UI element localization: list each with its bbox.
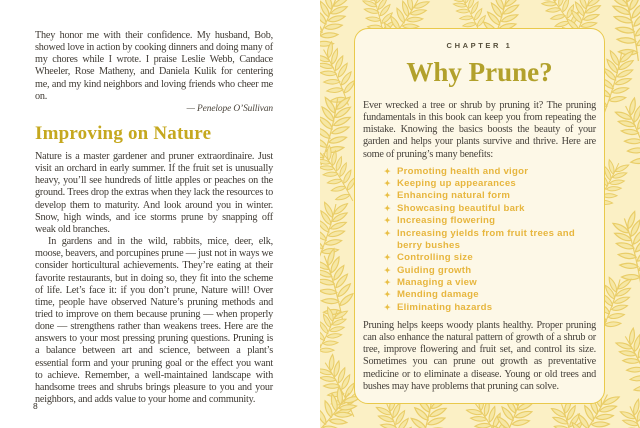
benefit-item xyxy=(384,228,596,253)
attribution: — Penelope O’Sullivan xyxy=(186,103,273,114)
benefit-label: Controlling size xyxy=(396,252,473,264)
benefit-label: Showcasing beautiful bark xyxy=(396,202,525,214)
benefit-item xyxy=(384,178,596,190)
acknowledgment-paragraph: They honor me with their confidence. My husband, Bob, showed love in action by cooking dinners and doing many of my chores while I wrote. I praise Leslie Webb, Candace Wheeler, Rose Matheny, and Daniela Kulik for centering me, and my kind neighbors and loving friends who cheer me on. xyxy=(35,30,273,102)
gardens-paragraph: In gardens and in the wild, rabbits, mice, deer, elk, moose, beavers, and porcupines prune — just not in ways we consider horticultural achievements. They’re eating at their favorite restaurants, but in doing so, they fit into the scheme of life. Let’s face it: if you don’t prune, Nature will! Over time, people have observed Nature’s pruning methods and tried to improve on them because pruning — when properly done — strengthens rather than weakens trees. Here are the answers to your most pressing pruning questions. Pruning is a balance between art and science, between a plant’s essential form and your pruning goal or the effect you want to achieve. Remember, a well-maintained landscape with handsome trees and shrubs brings pleasure to you and your neighbors, and adds value to your home and community. xyxy=(35,236,273,406)
diamond-bullet-icon: ✦ xyxy=(384,302,391,312)
closing-paragraph: Pruning helps keeps woody plants healthy. Proper pruning can also enhance the natural pattern of growth of a shrub or tree, improve flowering and fruit set, and control its size. Sometimes you can prune out growth as preventative medicine or to eliminate a disease. Young or old trees and bushes may have problems that pruning can solve. xyxy=(363,319,596,392)
benefits-list xyxy=(363,166,596,314)
benefit-item xyxy=(384,203,596,215)
benefit-label: Guiding growth xyxy=(396,264,472,276)
benefit-label: Increasing flowering xyxy=(396,215,496,227)
benefit-label: Managing a view xyxy=(396,276,477,288)
nature-paragraph: Nature is a master gardener and pruner extraordinaire. Just visit an orchard in early summer. If the fruit set is unusually heavy, you’ll see hundreds of little apples or peaches on the ground. Trees drop the extras when they lack the resources to develop them to maturity. And look around you in winter. Snow, high winds, and ice storms prune by snapping off weak old branches. xyxy=(35,150,273,235)
right-page xyxy=(320,0,640,428)
benefit-item xyxy=(384,289,596,301)
chapter-title: Why Prune? xyxy=(406,57,553,87)
benefit-label: Mending damage xyxy=(396,289,479,301)
diamond-bullet-icon: ✦ xyxy=(384,253,391,263)
section-heading: Improving on Nature xyxy=(35,122,212,144)
chapter-label: CHAPTER 1 xyxy=(446,41,513,50)
benefit-item xyxy=(384,190,596,202)
diamond-bullet-icon: ✦ xyxy=(384,228,391,238)
benefit-label: Promoting health and vigor xyxy=(396,165,529,177)
intro-paragraph: Ever wrecked a tree or shrub by pruning it? The pruning fundamentals in this book can keep you from repeating the mistake. Knowing the basics boosts the beauty of your garden and helps your plants survive and thrive. Here are some of pruning’s many benefits: xyxy=(363,100,596,160)
benefit-label: Keeping up appearances xyxy=(396,178,517,190)
diamond-bullet-icon: ✦ xyxy=(384,290,391,300)
diamond-bullet-icon: ✦ xyxy=(384,216,391,226)
diamond-bullet-icon: ✦ xyxy=(384,265,391,275)
benefit-item xyxy=(384,265,596,277)
benefit-item xyxy=(384,166,596,178)
diamond-bullet-icon: ✦ xyxy=(384,166,391,176)
benefit-item xyxy=(384,252,596,264)
benefit-label: Enhancing natural form xyxy=(396,190,511,202)
benefit-item xyxy=(384,215,596,227)
benefit-label: Increasing yields from fruit trees and berry bushes xyxy=(396,227,575,251)
diamond-bullet-icon: ✦ xyxy=(384,277,391,287)
diamond-bullet-icon: ✦ xyxy=(384,179,391,189)
diamond-bullet-icon: ✦ xyxy=(384,191,391,201)
benefit-label: Eliminating hazards xyxy=(396,301,493,313)
benefit-item xyxy=(384,302,596,314)
chapter-panel xyxy=(354,28,605,404)
diamond-bullet-icon: ✦ xyxy=(384,203,391,213)
benefit-item xyxy=(384,277,596,289)
page-number: 8 xyxy=(33,401,38,411)
